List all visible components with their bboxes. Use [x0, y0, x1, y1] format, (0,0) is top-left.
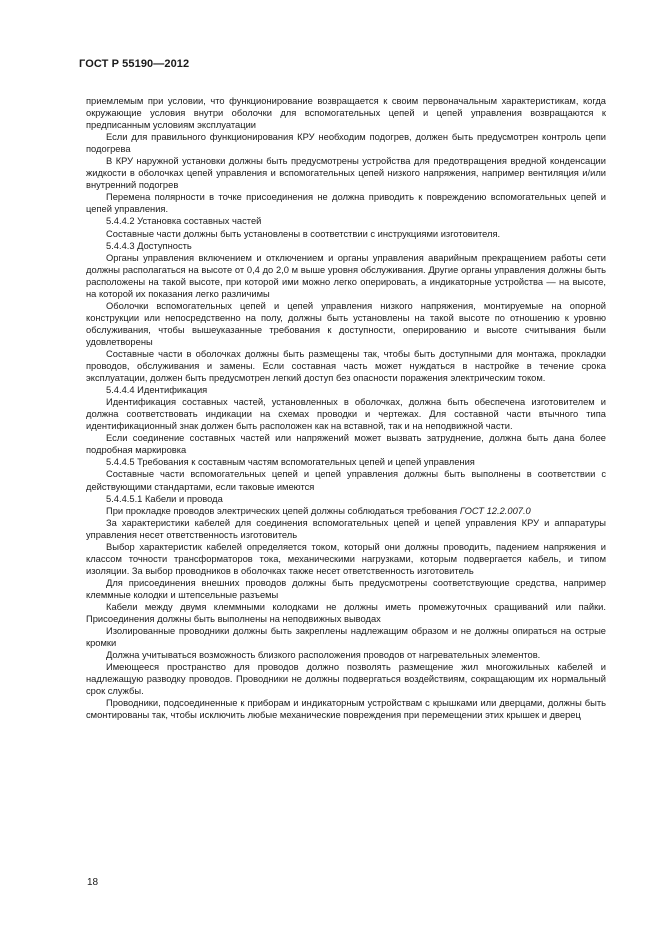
paragraph: Выбор характеристик кабелей определяется током, который они должны проводить, падением напряжения и классом точности трансформаторов тока, механическими нагрузками, которым подвергается кабель, и типом изоляции. За выбор проводников в оболочках также несет ответственность изготовитель	[86, 541, 606, 576]
page-number: 18	[87, 877, 99, 888]
document-body	[86, 95, 606, 721]
standard-citation: ГОСТ 12.2.007.0	[459, 505, 531, 516]
paragraph-with-citation	[86, 505, 606, 517]
section-heading: 5.4.4.4 Идентификация	[106, 385, 208, 396]
paragraph: В КРУ наружной установки должны быть предусмотрены устройства для предотвращения вредной конденсации жидкости в оболочках цепей управления и вспомогательных цепей низкого напряжения, например вентиляция и/или внутренний подогрев	[86, 156, 606, 191]
paragraph: Перемена полярности в точке присоединения не должна приводить к повреждению вспомогательных цепей и цепей управления.	[86, 192, 606, 215]
paragraph: Для присоединения внешних проводов должны быть предусмотрены соответствующие средства, например клеммные колодки и штепсельные разъемы	[86, 577, 606, 600]
paragraph: Составные части в оболочках должны быть размещены так, чтобы быть доступными для монтажа, прокладки проводов, обслуживания и замены. Если составная часть может нуждаться в настройке в течение срока эксплуатации, должен быть предусмотрен легкий доступ без опасности поражения электрическим током.	[86, 348, 606, 384]
paragraph: Если для правильного функционирования КРУ необходим подогрев, должен быть предусмотрен контроль цепи подогрева	[86, 132, 606, 155]
paragraph: За характеристики кабелей для соединения вспомогательных цепей и цепей управления КРУ и аппаратуры управления несет ответственность изготовитель	[86, 517, 606, 540]
section-heading: 5.4.4.2 Установка составных частей	[106, 216, 262, 227]
paragraph: Идентификация составных частей, установленных в оболочках, должна быть обеспечена изготовителем и должна соответствовать индикации на схемах проводки и чертежах. Для составной части втычного типа идентификационный знак должен быть расположен как на вставной, так и на неподвижной части.	[86, 397, 606, 432]
section-heading: 5.4.4.5 Требования к составным частям вспомогательных цепей и цепей управления	[106, 457, 475, 468]
section-heading: 5.4.4.3 Доступность	[106, 240, 192, 251]
paragraph: Составные части должны быть установлены в соответствии с инструкциями изготовителя.	[106, 228, 501, 239]
paragraph: Изолированные проводники должны быть закреплены надлежащим образом и не должны опираться на острые кромки	[86, 626, 606, 649]
section-heading: 5.4.4.5.1 Кабели и провода	[106, 493, 223, 504]
paragraph: приемлемым при условии, что функционирование возвращается к своим первоначальным характеристикам, когда окружающие условия внутри оболочки для вспомогательных цепей и цепей управления возвращаются к предписанным условиям эксплуатации	[86, 96, 606, 131]
paragraph: Имеющееся пространство для проводов должно позволять размещение жил многожильных кабелей и надлежащую разводку проводов. Проводники не должны подвергаться воздействиям, сокращающим их нормальный срок службы.	[86, 662, 606, 697]
paragraph: Органы управления включением и отключением и органы управления аварийным прекращением работы сети должны располагаться на высоте от 0,4 до 2,0 м выше уровня обслуживания. Другие органы управления должны быть расположены на такой высоте, при которой ими можно легко оперировать, а индикаторные устройства — на высоте, на которой их показания легко различимы	[86, 252, 606, 299]
paragraph: Составные части вспомогательных цепей и цепей управления должны быть выполнены в соответствии с действующими стандартами, если таковые имеются	[86, 469, 606, 492]
paragraph: Должна учитываться возможность близкого расположения проводов от нагревательных элементов.	[106, 650, 541, 661]
paragraph: Если соединение составных частей или напряжений может вызвать затруднение, должна быть дана более подробная маркировка	[86, 433, 606, 456]
paragraph: Оболочки вспомогательных цепей и цепей управления низкого напряжения, монтируемые на опорной конструкции или непосредственно на полу, должны быть установлены на такой высоте по отношению к уровню обслуживания, чтобы вышеуказанные требования к доступности, оперированию и высоте считывания были удовлетворены	[86, 300, 606, 347]
paragraph: Проводники, подсоединенные к приборам и индикаторным устройствам с крышками или дверцами, должны быть смонтированы так, чтобы исключить любые механические повреждения при перемещении этих крышек и дверец	[86, 698, 606, 721]
paragraph: Кабели между двумя клеммными колодками не должны иметь промежуточных сращиваний или пайки. Присоединения должны быть выполнены на неподвижных выводах	[86, 601, 606, 625]
paragraph-text: При прокладке проводов электрических цепей должны соблюдаться требования	[106, 505, 458, 516]
page-header-title: ГОСТ Р 55190—2012	[79, 58, 190, 70]
